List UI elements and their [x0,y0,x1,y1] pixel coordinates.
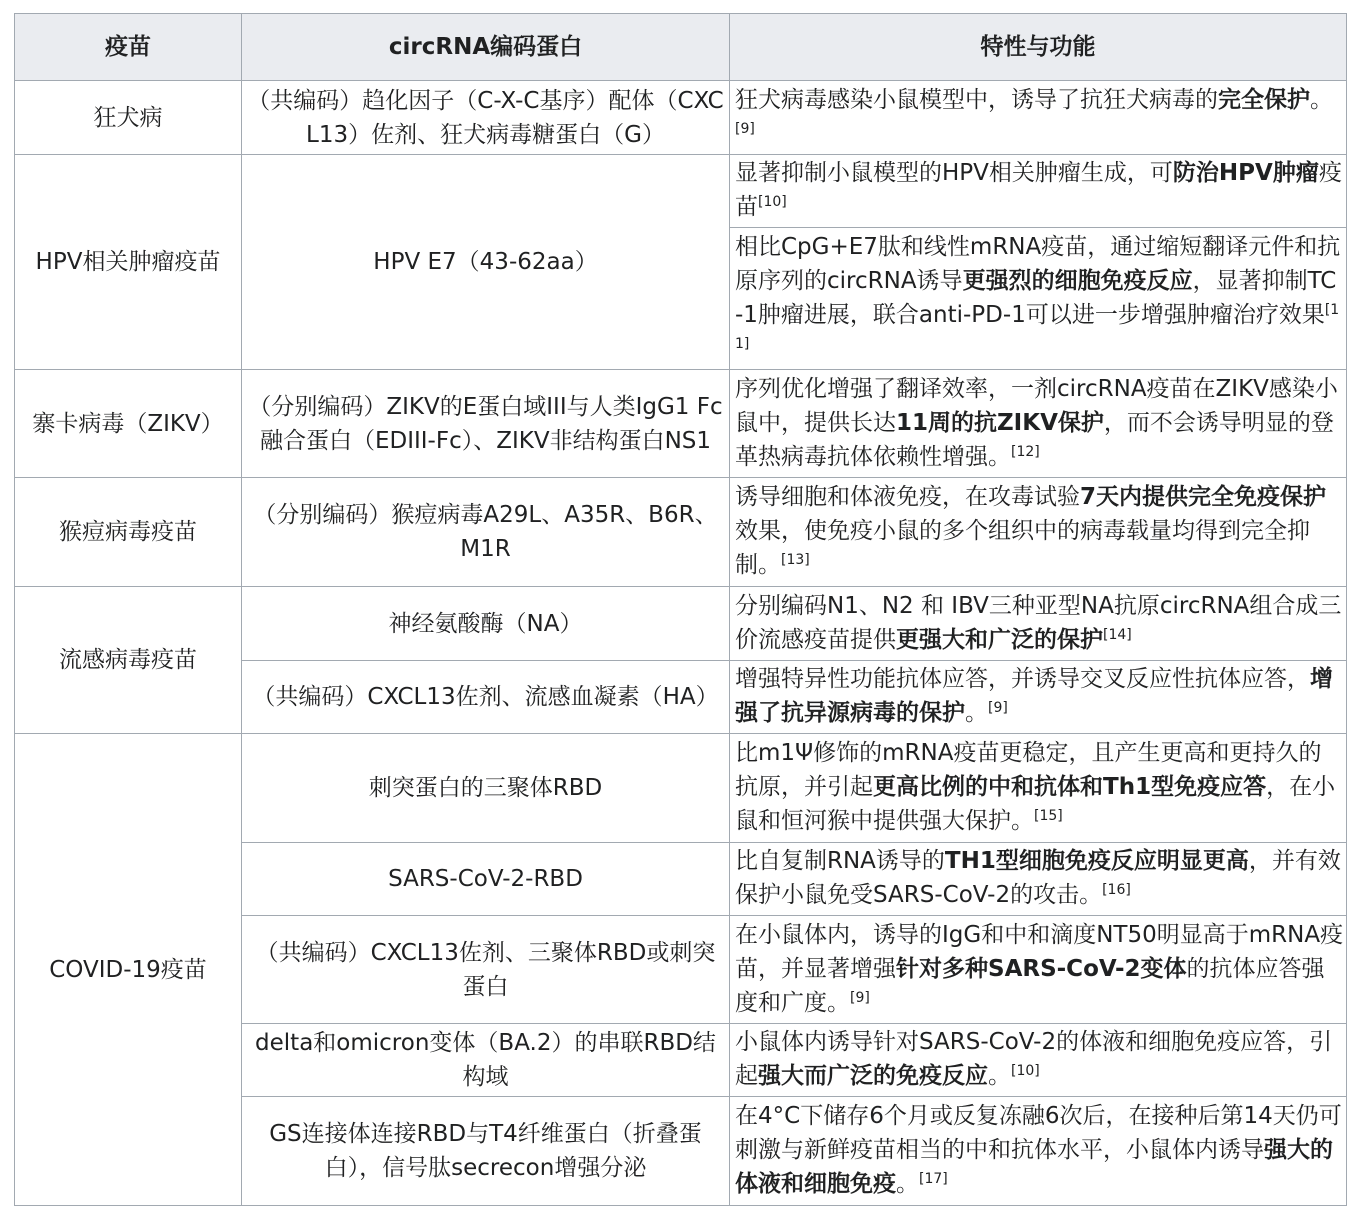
protein-cell: （共编码）CXCL13佐剂、流感血凝素（HA） [242,661,730,734]
citation-ref[interactable]: [9] [988,700,1008,716]
highlight-text: TH1型细胞免疫反应明显更高 [944,848,1249,874]
highlight-text: 增强了抗异源病毒的保护 [735,666,1333,726]
table-row [15,734,1347,843]
function-text: 比自复制RNA诱导的 [735,848,945,874]
header-vaccine: 疫苗 [15,14,242,81]
citation-ref[interactable]: [14] [1103,626,1132,643]
table-row [15,587,1347,661]
function-text: 分别编码N1、N2 和 IBV三种亚型NA抗原circRNA组合成三价流感疫苗提供 [735,592,1342,653]
function-text: 相比CpG+E7肽和线性mRNA疫苗，通过缩短翻译元件和抗原序列的circRNA诱导 [735,233,1341,294]
highlight-text: 更高比例的中和抗体和Th1型免疫应答 [873,774,1267,800]
protein-cell: （共编码）趋化因子（C-X-C基序）配体（CXCL13）佐剂、狂犬病毒糖蛋白（G） [242,81,730,155]
function-text: 的抗体应答强度和广度。 [735,955,1325,1016]
citation-ref[interactable]: [9] [735,120,755,137]
function-text: 。 [896,1171,919,1197]
highlight-text: 强大的体液和细胞免疫 [735,1137,1333,1197]
protein-cell: 神经氨酸酶（NA） [242,587,730,661]
header-row [15,14,1347,81]
function-cell [730,661,1347,734]
function-text: 效果，使免疫小鼠的多个组织中的病毒载量均得到完全抑制。 [735,518,1310,578]
function-text: ，显著抑制TC-1肿瘤进展，联合anti-PD-1可以进一步增强肿瘤治疗效果 [735,267,1337,328]
citation-ref[interactable]: [10] [1011,1063,1040,1079]
protein-cell: 刺突蛋白的三聚体RBD [242,734,730,843]
protein-cell: （共编码）CXCL13佐剂、三聚体RBD或刺突蛋白 [242,916,730,1024]
function-text: 。 [965,700,988,726]
citation-ref[interactable]: [10] [758,194,787,210]
citation-ref[interactable]: [13] [781,552,810,568]
vaccine-cell: HPV相关肿瘤疫苗 [15,155,242,370]
function-cell [730,370,1347,478]
vaccine-table [14,13,1347,1206]
table-row [15,478,1347,587]
highlight-text: 7天内提供完全免疫保护 [1080,484,1327,510]
table-container [14,13,1347,1206]
function-cell [730,734,1347,843]
function-cell [730,155,1347,228]
highlight-text: 完全保护 [1218,86,1310,113]
highlight-text: 更强大和广泛的保护 [896,626,1103,653]
protein-cell: （分别编码）ZIKV的E蛋白域III与人类IgG1 Fc融合蛋白（EDIII-Fc）、ZIKV非结构蛋白NS1 [242,370,730,478]
vaccine-cell: COVID-19疫苗 [15,734,242,1206]
function-cell [730,843,1347,916]
protein-cell: GS连接体连接RBD与T4纤维蛋白（折叠蛋白），信号肽secrecon增强分泌 [242,1097,730,1206]
function-text: 。 [1310,86,1333,113]
function-cell [730,1024,1347,1097]
function-cell [730,916,1347,1024]
function-text: 。 [988,1063,1011,1089]
function-text: 增强特异性功能抗体应答，并诱导交叉反应性抗体应答， [735,666,1310,692]
header-protein: circRNA编码蛋白 [242,14,730,81]
header-function: 特性与功能 [730,14,1347,81]
highlight-text: 11周的抗ZIKV保护 [896,409,1104,436]
vaccine-cell: 流感病毒疫苗 [15,587,242,734]
highlight-text: 强大而广泛的免疫反应 [758,1063,988,1089]
protein-cell: SARS-CoV-2-RBD [242,843,730,916]
citation-ref[interactable]: [11] [735,301,1340,352]
function-text: 狂犬病毒感染小鼠模型中，诱导了抗狂犬病毒的 [735,86,1218,113]
function-cell [730,81,1347,155]
table-row [15,370,1347,478]
function-text: ，并有效保护小鼠免受SARS-CoV-2的攻击。 [735,848,1341,908]
citation-ref[interactable]: [12] [1011,443,1040,460]
function-text: 诱导细胞和体液免疫，在攻毒试验 [735,484,1080,510]
table-row [15,81,1347,155]
vaccine-cell: 狂犬病 [15,81,242,155]
function-cell [730,1097,1347,1206]
function-text: 比m1Ψ修饰的mRNA疫苗更稳定，且产生更高和更持久的抗原，并引起 [735,740,1322,800]
highlight-text: 针对多种SARS-CoV-2变体 [896,955,1187,982]
function-text: ，而不会诱导明显的登革热病毒抗体依赖性增强。 [735,409,1334,470]
function-text: ，在小鼠和恒河猴中提供强大保护。 [735,774,1336,834]
function-text: 序列优化增强了翻译效率，一剂circRNA疫苗在ZIKV感染小鼠中，提供长达 [735,375,1338,436]
function-cell [730,478,1347,587]
vaccine-cell: 猴痘病毒疫苗 [15,478,242,587]
function-text: 在4°C下储存6个月或反复冻融6次后，在接种后第14天仍可刺激与新鲜疫苗相当的中和抗体水平，小鼠体内诱导 [735,1103,1342,1163]
citation-ref[interactable]: [9] [850,989,870,1006]
citation-ref[interactable]: [16] [1102,882,1131,898]
protein-cell: HPV E7（43-62aa） [242,155,730,370]
function-text: 小鼠体内诱导针对SARS-CoV-2的体液和细胞免疫应答，引起 [735,1029,1333,1089]
protein-cell: （分别编码）猴痘病毒A29L、A35R、B6R、M1R [242,478,730,587]
function-text: 在小鼠体内，诱导的IgG和中和滴度NT50明显高于mRNA疫苗，并显著增强 [735,921,1344,982]
vaccine-cell: 寨卡病毒（ZIKV） [15,370,242,478]
highlight-text: 防治HPV肿瘤 [1172,160,1319,186]
highlight-text: 更强烈的细胞免疫反应 [962,267,1193,294]
function-cell [730,228,1347,370]
citation-ref[interactable]: [15] [1034,808,1063,824]
protein-cell: delta和omicron变体（BA.2）的串联RBD结构域 [242,1024,730,1097]
citation-ref[interactable]: [17] [919,1171,948,1187]
table-row [15,155,1347,228]
function-text: 显著抑制小鼠模型的HPV相关肿瘤生成，可 [735,160,1173,186]
function-cell [730,587,1347,661]
function-text: 疫苗 [735,160,1342,220]
